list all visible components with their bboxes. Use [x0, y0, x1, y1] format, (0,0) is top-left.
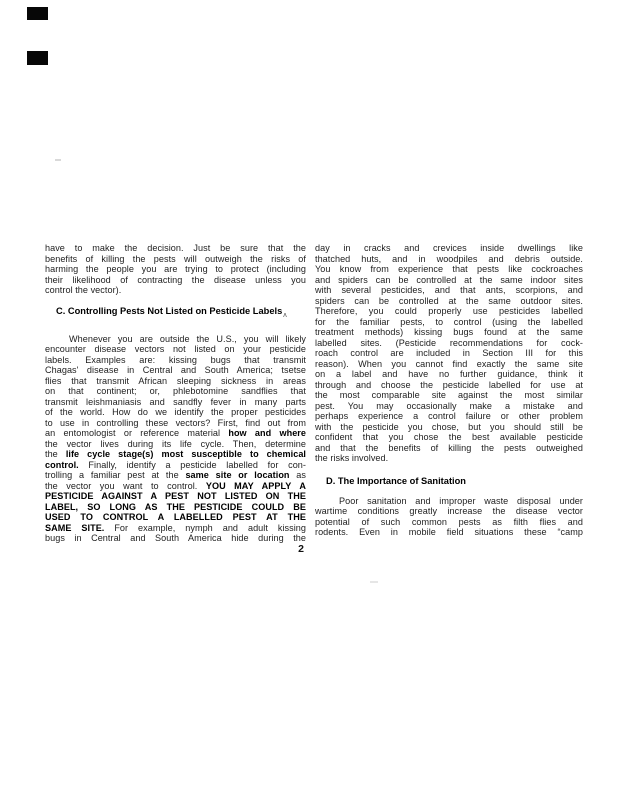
text-segment: rodents. Even in mobile field situations these “camp [315, 527, 583, 537]
text-segment: their likelihood of contracting the disease unless you [45, 274, 306, 285]
text-segment: Chagas' disease in Central and South America; tsetse [45, 365, 306, 375]
text-segment: Finally, identify a pesticide labelled for con- [78, 459, 306, 470]
text-line [315, 422, 583, 433]
text-segment: have to make the decision. Just be sure that the [45, 243, 306, 253]
text-line [315, 443, 583, 454]
text-line [315, 496, 583, 507]
text-segment: to use in controlling these vectors? First, find out from [45, 417, 306, 428]
text-segment: the risks involved. [315, 453, 389, 463]
scan-registration-mark-top [27, 7, 48, 20]
scan-artifact [370, 581, 378, 583]
scan-artifact [55, 159, 61, 161]
text-line [315, 264, 583, 275]
text-line [315, 432, 583, 443]
text-segment: with several pesticides, and that ants, scorpions, and [315, 285, 583, 295]
text-segment: flies that transmit African sleeping sickness in areas [45, 375, 306, 386]
text-line [315, 369, 583, 380]
text-line [45, 285, 306, 296]
text-line [315, 411, 583, 422]
text-segment: benefits of killing the pests will outweigh the risks of [45, 253, 306, 264]
text-segment: perhaps experience a control failure or other problem [315, 411, 583, 421]
text-segment: labels. Examples are: kissing bugs that transmit [45, 354, 306, 365]
text-line [45, 386, 306, 397]
text-line [315, 380, 583, 391]
text-line [45, 407, 306, 418]
text-line [45, 418, 306, 429]
text-segment: the most comparable site against the most similar [315, 390, 583, 400]
text-line [45, 460, 306, 471]
text-line [45, 502, 306, 513]
text-segment: the vector lives during its life cycle. Then, determine [45, 438, 306, 449]
section-heading-text: C. Controlling Pests Not Listed on Pesticide Labels [56, 305, 283, 316]
text-line [45, 512, 306, 523]
text-segment: trolling a familiar pest at the [45, 470, 186, 480]
text-segment: labelled sites. (Pesticide recommendations for cock- [315, 337, 583, 348]
text-line [315, 453, 583, 464]
text-line [45, 264, 306, 275]
bold-text-segment: life cycle stage(s) most susceptible to chemical [65, 449, 306, 459]
text-line [315, 390, 583, 401]
text-segment: confident that you chose the best available pesticide [315, 432, 583, 442]
text-line [315, 527, 583, 538]
text-line [45, 275, 306, 286]
text-line [45, 376, 306, 387]
text-line [45, 254, 306, 265]
text-segment: spiders can be controlled at the same outdoor sites. [315, 295, 583, 306]
text-line [315, 296, 583, 307]
section-heading [45, 306, 306, 321]
text-segment: wartime conditions greatly increase the disease vector [315, 506, 583, 516]
text-segment: on that continent; or, phlebotomine sandflies that [45, 386, 306, 396]
text-line [315, 254, 583, 265]
text-segment: transmit leishmaniasis and sandfly fever in many parts [45, 396, 306, 407]
section-heading-text: D. The Importance of Sanitation [326, 475, 466, 486]
section-heading [315, 476, 583, 487]
text-line [45, 355, 306, 366]
text-line [45, 481, 306, 492]
text-line [45, 523, 306, 534]
text-line [45, 334, 306, 345]
text-segment: potential of such common pests as filth flies and [315, 516, 583, 527]
page-number: 2 [298, 543, 304, 555]
text-line [45, 449, 306, 460]
text-line [45, 397, 306, 408]
text-line [315, 275, 583, 286]
text-line [315, 517, 583, 528]
text-segment: reason). When you cannot find exactly the same site [315, 358, 583, 369]
bold-text-segment: YOU MAY APPLY A [205, 480, 306, 491]
text-segment: harming the people you are trying to protect (including [45, 264, 306, 274]
text-column-left [45, 243, 306, 544]
text-segment: the [45, 449, 66, 459]
text-line [45, 344, 306, 355]
text-segment: pest. You may occasionally make a mistake and [315, 400, 583, 411]
text-line [45, 491, 306, 502]
bold-text-segment: same site or location [185, 470, 290, 480]
text-line [315, 243, 583, 254]
text-segment: encounter disease vectors not listed on your pesticide [45, 344, 306, 354]
bold-text-segment: how and where [228, 428, 306, 438]
text-segment: and spiders can be controlled at the same indoor sites [315, 274, 583, 285]
text-segment: Therefore, you could properly use pesticides labelled [315, 306, 583, 316]
scan-registration-mark-bottom [27, 51, 48, 65]
text-line [45, 243, 306, 254]
bold-text-segment: USED TO CONTROL A LABELLED PEST AT THE [45, 512, 306, 522]
text-line [315, 506, 583, 517]
text-line [315, 359, 583, 370]
text-segment: Poor sanitation and improper waste disposal under [339, 495, 583, 506]
text-line [315, 306, 583, 317]
text-segment: on a label and have no further guidance, think it [315, 369, 583, 379]
text-segment: roach control are included in Section III for this [315, 348, 583, 358]
text-line [315, 327, 583, 338]
text-line [45, 439, 306, 450]
text-segment: through and choose the pesticide labelled for use at [315, 379, 583, 390]
bold-text-segment: control. [45, 459, 79, 470]
bold-text-segment: SAME SITE. [45, 522, 105, 533]
bold-text-segment: LABEL, SO LONG AS THE PESTICIDE COULD BE [45, 501, 306, 512]
text-line [45, 428, 306, 439]
text-segment: and that the benefits of killing the pests outweighed [315, 442, 583, 453]
text-line [315, 338, 583, 349]
text-line [315, 401, 583, 412]
text-segment: of the world. How do we identify the proper pesticides [45, 407, 306, 417]
text-segment: for the familiar pests, to control (using the labelled [315, 316, 583, 327]
text-line [45, 470, 306, 481]
caret-artifact: ʌ [283, 311, 287, 319]
text-segment: bugs in Central and South America hide during the [45, 533, 306, 543]
text-segment: treatment methods) kissing bugs found at the same [315, 327, 583, 337]
text-segment: Whenever you are outside the U.S., you will likely [69, 333, 306, 344]
text-line [315, 317, 583, 328]
text-segment: day in cracks and crevices inside dwellings like [315, 243, 583, 253]
text-segment: the vector you want to control. [45, 480, 206, 491]
text-line [45, 365, 306, 376]
text-segment: control the vector). [45, 285, 122, 295]
text-segment: with the pesticide you chose, but you should still be [315, 421, 583, 432]
text-segment: You know from experience that pests like cockroaches [315, 264, 583, 274]
text-column-right [315, 243, 583, 538]
text-line [315, 285, 583, 296]
text-segment: as [289, 470, 306, 480]
bold-text-segment: PESTICIDE AGAINST A PEST NOT LISTED ON THE [45, 491, 306, 501]
text-line [45, 533, 306, 544]
text-segment: thatched huts, and in woodpiles and debris outside. [315, 253, 583, 264]
text-segment: For example, nymph and adult kissing [104, 522, 306, 533]
text-segment: an entomologist or reference material [45, 428, 229, 438]
text-line [315, 348, 583, 359]
